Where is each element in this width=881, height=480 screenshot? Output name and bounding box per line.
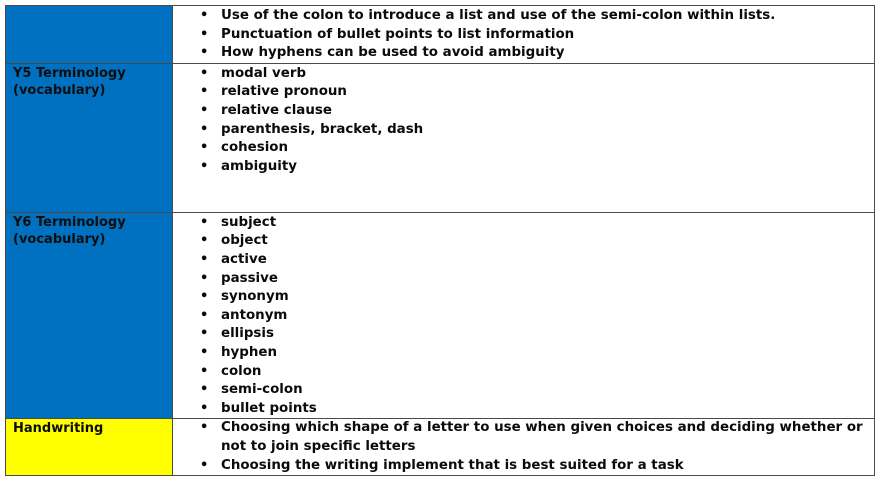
list-item: • Choosing the writing implement that is best suited for a task <box>221 457 874 476</box>
list-item: • Punctuation of bullet points to list information <box>221 26 874 45</box>
list-item: • bullet points <box>221 400 874 419</box>
list-item: • colon <box>221 363 874 382</box>
table-row-punctuation <box>6 6 875 64</box>
list-item: • Choosing which shape of a letter to use when given choices and deciding whether or not to join specific letters <box>221 419 874 456</box>
list-item: • hyphen <box>221 344 874 363</box>
row-label-cell <box>6 212 173 419</box>
list-item: • cohesion <box>221 139 874 158</box>
list-item: • parenthesis, bracket, dash <box>221 121 874 140</box>
list-item: • active <box>221 251 874 270</box>
list-item: • semi-colon <box>221 381 874 400</box>
row-content-cell <box>173 6 875 64</box>
curriculum-table <box>5 5 875 476</box>
table-row-y6-terminology <box>6 212 875 419</box>
list-item: • modal verb <box>221 65 874 84</box>
list-item: • ellipsis <box>221 325 874 344</box>
list-item: • antonym <box>221 307 874 326</box>
row-label <box>6 6 172 7</box>
bullet-list <box>173 6 874 63</box>
row-content-cell <box>173 63 875 212</box>
table-row-y5-terminology <box>6 63 875 212</box>
list-item: • subject <box>221 214 874 233</box>
row-content-cell <box>173 212 875 419</box>
list-item: • Use of the colon to introduce a list and use of the semi-colon within lists. <box>221 7 874 26</box>
list-item: • relative pronoun <box>221 83 874 102</box>
list-item: • passive <box>221 270 874 289</box>
table-row-handwriting <box>6 419 875 476</box>
list-item: • How hyphens can be used to avoid ambiguity <box>221 44 874 63</box>
row-label-cell <box>6 63 173 212</box>
row-content-cell <box>173 419 875 476</box>
bullet-list <box>173 419 874 475</box>
bullet-list <box>173 64 874 177</box>
list-item: • synonym <box>221 288 874 307</box>
row-label-cell <box>6 6 173 64</box>
list-item: • object <box>221 232 874 251</box>
row-label-cell <box>6 419 173 476</box>
row-label: Y6 Terminology (vocabulary) <box>13 214 126 247</box>
bullet-list <box>173 213 874 419</box>
list-item: • ambiguity <box>221 158 874 177</box>
list-item: • relative clause <box>221 102 874 121</box>
row-label: Y5 Terminology (vocabulary) <box>13 65 126 98</box>
row-label: Handwriting <box>13 421 104 437</box>
